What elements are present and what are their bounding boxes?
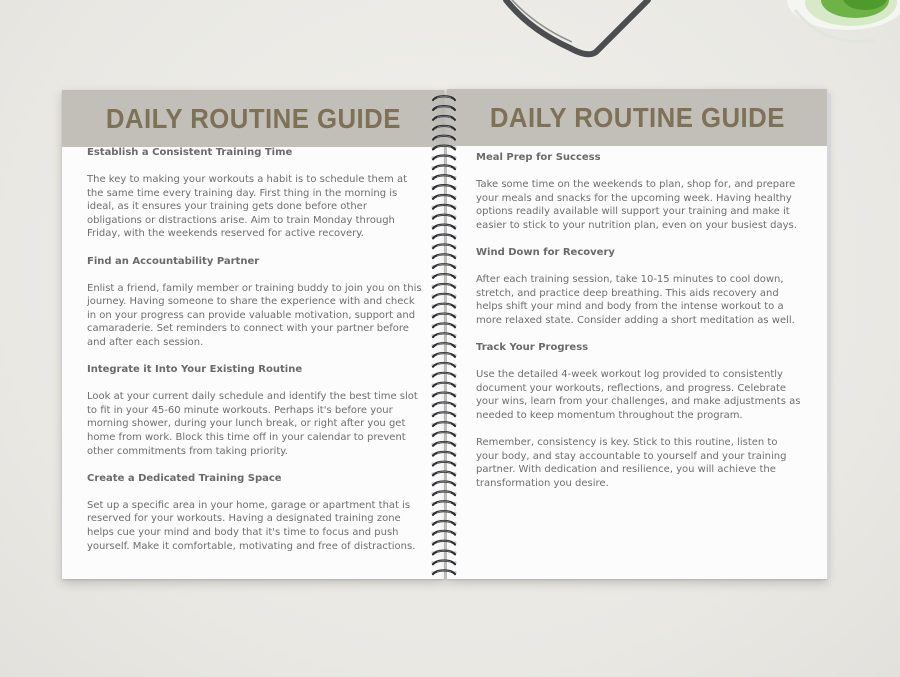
spiral-coil [431, 462, 456, 466]
spiral-coil [431, 551, 456, 555]
right-page-body [476, 151, 801, 504]
spiral-coil [431, 472, 456, 476]
section-text: Take some time on the weekends to plan, shop for, and prepare your meals and snacks for the upcoming week. Having healthy options readily available will support your training and make it easier to stick to your nutrition plan, even on your busiest days. [476, 179, 797, 231]
spiral-coil [431, 570, 456, 574]
spiral-coil [431, 165, 456, 169]
spiral-coil [431, 452, 456, 456]
spiral-coil [431, 531, 456, 535]
spiral-coil [431, 343, 456, 347]
spiral-coil [431, 284, 456, 288]
spiral-coil [431, 323, 456, 327]
spiral-coil [431, 333, 456, 337]
section-heading: Meal Prep for Success [476, 152, 601, 163]
eyeglasses-icon [500, 0, 660, 62]
section-heading: Establish a Consistent Training Time [87, 147, 293, 158]
spiral-coil [431, 235, 456, 239]
spiral-coil [431, 96, 456, 100]
left-page-body [87, 146, 424, 567]
left-page-title: DAILY ROUTINE GUIDE [105, 102, 401, 134]
spiral-coil [431, 422, 456, 426]
spiral-coil [431, 195, 456, 199]
section-heading: Integrate it Into Your Existing Routine [87, 364, 303, 376]
spiral-binding-icon [429, 92, 459, 576]
left-page [62, 90, 444, 579]
spiral-coil [431, 373, 456, 377]
spiral-coil [431, 156, 456, 160]
spiral-coil [431, 501, 456, 505]
spiral-coil [431, 491, 456, 495]
section-text: The key to making your workouts a habit is to schedule them at the same time every training day. First thing in the morning is ideal, as it ensures your training gets done before other obligations or distractions arise. Aim to train Monday through Friday, with the weekends reserved for active recovery. [87, 174, 408, 240]
spiral-coil [431, 126, 456, 130]
section-heading: Create a Dedicated Training Space [87, 472, 282, 484]
right-page-title: DAILY ROUTINE GUIDE [489, 101, 785, 133]
section-text: Look at your current daily schedule and identify the best time slot to fit in your 45-60 minute workouts. Perhaps it's before your morning shower, during your lunch break, or right after you get home from work. Block this time off in your calendar to prevent other commitments from taking priority. [87, 391, 418, 457]
spiral-coil [431, 146, 456, 150]
section-text: Use the detailed 4-week workout log provided to consistently document your workouts, reflections, and progress. Celebrate your wins, learn from your challenges, and make adjustments as needed to keep momentum throughout the program. [476, 369, 801, 421]
spiral-coil [431, 274, 456, 278]
spiral-coil [431, 254, 456, 258]
spiral-coil [431, 185, 456, 189]
spiral-coil [431, 225, 456, 229]
spiral-coil [431, 511, 456, 515]
spiral-coil [431, 304, 456, 308]
spiral-coil [431, 136, 456, 140]
right-page [447, 89, 827, 579]
spiral-coil [431, 541, 456, 545]
section-heading: Wind Down for Recovery [476, 246, 615, 258]
spiral-coil [431, 560, 456, 564]
spiral-coil [431, 215, 456, 219]
spiral-coil [431, 244, 456, 248]
spiral-coil [431, 205, 456, 209]
spiral-coil [431, 393, 456, 397]
spiral-coil [431, 412, 456, 416]
spiral-coil [431, 363, 456, 367]
spiral-coil [431, 521, 456, 525]
section-text: Enlist a friend, family member or training buddy to join you on this journey. Having someone to share the experience with and check in on your progress can provide valuable motivation, support and camaraderie. Set reminders to connect with your partner before and after each session. [87, 282, 422, 349]
left-page-header [62, 90, 444, 147]
section-text: Set up a specific area in your home, garage or apartment that is reserved for your workouts. Having a designated training zone helps cue your mind and body that it's time to focus and push yourself. Make it comfortable, motivating and free of distractions. [87, 499, 416, 552]
spiral-coil [431, 402, 456, 406]
spiral-coil [431, 106, 456, 110]
spiral-coil [431, 175, 456, 179]
spiral-coil [431, 294, 456, 298]
spiral-coil [431, 442, 456, 446]
spiral-coil [431, 432, 456, 436]
closing-text: Remember, consistency is key. Stick to this routine, listen to your body, and stay accountable to yourself and your training partner. With dedication and resilience, you will achieve the transformation you desire. [476, 436, 787, 489]
spiral-coil [431, 353, 456, 357]
right-page-header [447, 89, 827, 146]
section-heading: Find an Accountability Partner [87, 255, 260, 267]
spiral-coil [431, 116, 456, 120]
spiral-coil [431, 264, 456, 268]
spiral-coil [431, 383, 456, 387]
spiral-coil [431, 314, 456, 318]
section-heading: Track Your Progress [476, 341, 589, 353]
green-cup-icon [755, 0, 900, 60]
spiral-coil [431, 481, 456, 485]
section-text: After each training session, take 10-15 minutes to cool down, stretch, and practice deep breathing. This aids recovery and helps shift your mind and body from the intense workout to a more relaxed state. Consider adding a short meditation as well. [476, 274, 795, 326]
